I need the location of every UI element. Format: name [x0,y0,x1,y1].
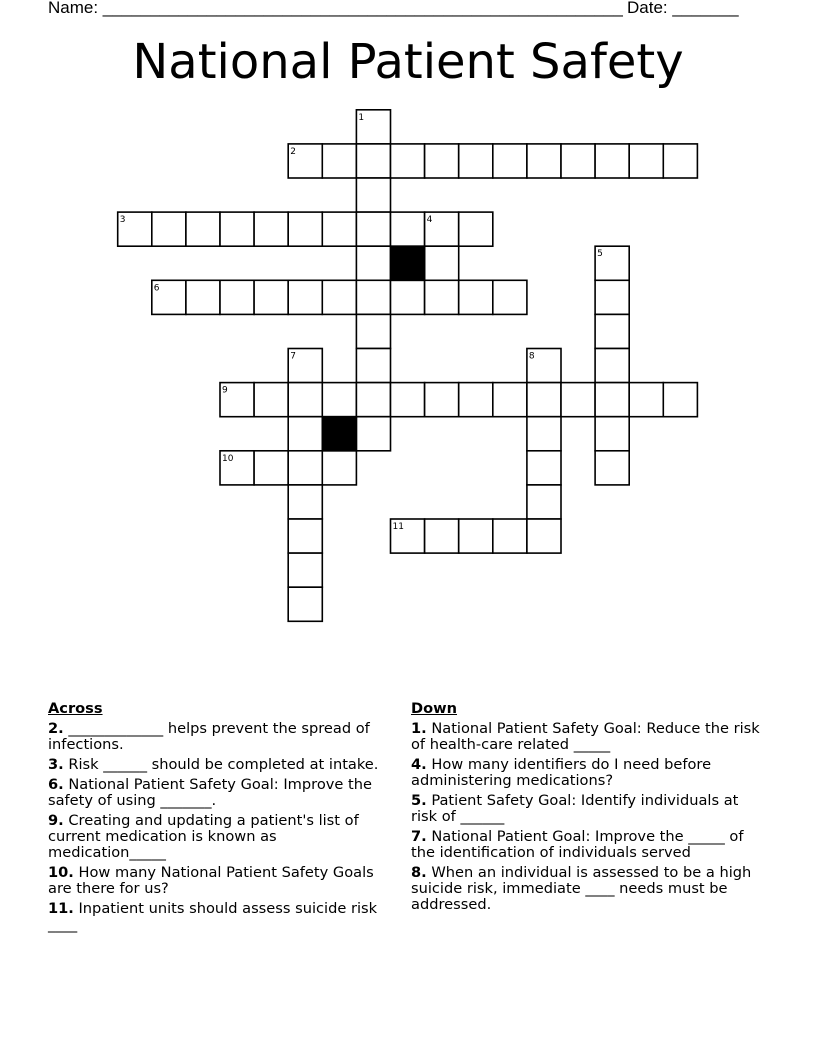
down-clue-4 [411,757,761,789]
grid-cell[interactable] [288,587,322,621]
grid-cell[interactable] [254,212,288,246]
grid-cell[interactable] [288,383,322,417]
across-clues [48,701,388,937]
grid-cell[interactable] [527,383,561,417]
clue-number-label: 6 [153,283,160,294]
clue-number: 6. [48,776,64,793]
grid-cell[interactable] [595,417,629,451]
grid-cell[interactable] [356,383,390,417]
clue-text: _____________ helps prevent the spread of infections. [48,720,370,753]
clue-number: 3. [48,756,64,773]
grid-cell[interactable] [391,280,425,314]
clue-number-label: 3 [119,215,126,226]
clue-number: 10. [48,864,74,881]
grid-cell[interactable] [425,383,459,417]
grid-cell[interactable] [493,519,527,553]
grid-cell[interactable] [493,280,527,314]
grid-cell[interactable] [356,246,390,280]
across-clue-10 [48,865,388,897]
clue-text: Patient Safety Goal: Identify individuals at risk of ______ [411,792,739,825]
grid-cell[interactable] [425,144,459,178]
grid-cell[interactable] [391,212,425,246]
clue-text: How many National Patient Safety Goals are there for us? [48,864,374,897]
down-clue-list [411,721,761,913]
across-clue-list [48,721,388,933]
grid-cell[interactable] [391,383,425,417]
grid-cell[interactable] [356,212,390,246]
down-clue-7 [411,829,761,861]
grid-cell[interactable] [527,144,561,178]
grid-cell[interactable] [356,280,390,314]
clue-number: 5. [411,792,427,809]
down-clue-5 [411,793,761,825]
page-title: National Patient Safety [132,34,684,90]
grid-cell[interactable] [629,144,663,178]
clue-number-label: 10 [222,453,234,464]
clue-number: 2. [48,720,64,737]
clue-number: 7. [411,828,427,845]
across-clue-3 [48,757,388,773]
clue-number-label: 2 [290,146,296,157]
clue-text: Inpatient units should assess suicide risk ____ [48,900,378,933]
clue-text: Creating and updating a patient's list of current medication is known as medication_____ [48,812,359,861]
grid-cell[interactable] [425,519,459,553]
clue-number-label: 1 [358,112,365,123]
grid-cell[interactable] [186,212,220,246]
grid-cell[interactable] [391,144,425,178]
grid-cell[interactable] [595,314,629,348]
grid-cell[interactable] [561,383,595,417]
grid-cell[interactable] [356,349,390,383]
grid-cell[interactable] [322,212,356,246]
grid-cell[interactable] [663,383,697,417]
grid-cell[interactable] [459,212,493,246]
grid-cell[interactable] [561,144,595,178]
grid-cell[interactable] [629,383,663,417]
across-clue-11 [48,901,388,933]
across-heading: Across [48,700,103,717]
date-line: Date: _______ [627,0,739,17]
name-line: Name: _______________________________________________________ [48,0,623,17]
clue-number-label: 4 [426,215,433,226]
grid-cell[interactable] [220,212,254,246]
grid-cell[interactable] [527,485,561,519]
grid-cell[interactable] [425,246,459,280]
grid-cell[interactable] [288,553,322,587]
grid-cell[interactable] [322,144,356,178]
grid-cell[interactable] [288,485,322,519]
clue-number: 9. [48,812,64,829]
grid-cell[interactable] [322,280,356,314]
grid-cell[interactable] [459,144,493,178]
grid-cell[interactable] [322,383,356,417]
grid-cell[interactable] [186,280,220,314]
grid-cell[interactable] [356,314,390,348]
across-clue-6 [48,777,388,809]
grid-cell[interactable] [595,349,629,383]
clue-number: 4. [411,756,427,773]
grid-cell[interactable] [595,451,629,485]
grid-cell[interactable] [459,519,493,553]
clue-text: How many identifiers do I need before administering medications? [411,756,712,789]
grid-cell[interactable] [356,144,390,178]
clue-number: 1. [411,720,427,737]
grid-cell[interactable] [595,383,629,417]
black-cell [391,246,425,280]
grid-cell[interactable] [595,144,629,178]
clue-number-label: 8 [528,351,535,362]
clue-text: Risk ______ should be completed at intake. [63,756,379,773]
grid-cell[interactable] [356,178,390,212]
grid-cell[interactable] [288,451,322,485]
clue-number-label: 5 [597,249,603,260]
grid-cell[interactable] [527,519,561,553]
clue-number: 11. [48,900,74,917]
grid-cell[interactable] [527,451,561,485]
grid-cell[interactable] [288,417,322,451]
clue-number-label: 9 [222,385,228,396]
grid-cell[interactable] [459,280,493,314]
grid-cell[interactable] [220,280,254,314]
grid-cell[interactable] [459,383,493,417]
grid-cell[interactable] [425,280,459,314]
clue-number-label: 11 [392,522,404,532]
clue-text: National Patient Goal: Improve the _____ of the identification of individuals served [411,828,744,861]
clue-number-label: 7 [290,351,296,362]
down-clue-8 [411,865,761,913]
clue-text: National Patient Safety Goal: Improve the safety of using _______. [48,776,372,809]
grid-cell[interactable] [288,280,322,314]
clue-number: 8. [411,864,427,881]
grid-cell[interactable] [152,212,186,246]
down-clue-1 [411,721,761,753]
grid-cell[interactable] [493,383,527,417]
grid-cell[interactable] [663,144,697,178]
across-clue-9 [48,813,388,861]
black-cell [322,417,356,451]
grid-cell[interactable] [288,212,322,246]
grid-cell[interactable] [254,383,288,417]
down-clues [411,701,761,917]
grid-cell[interactable] [356,417,390,451]
clue-text: National Patient Safety Goal: Reduce the risk of health-care related _____ [411,720,760,753]
grid-cell[interactable] [254,451,288,485]
grid-cell[interactable] [527,417,561,451]
across-clue-2 [48,721,388,753]
grid-cell[interactable] [595,280,629,314]
grid-cell[interactable] [254,280,288,314]
grid-cell[interactable] [493,144,527,178]
grid-cell[interactable] [288,519,322,553]
clue-text: When an individual is assessed to be a high suicide risk, immediate ____ needs must be addressed. [411,864,752,913]
down-heading: Down [411,700,458,717]
grid-cell[interactable] [322,451,356,485]
